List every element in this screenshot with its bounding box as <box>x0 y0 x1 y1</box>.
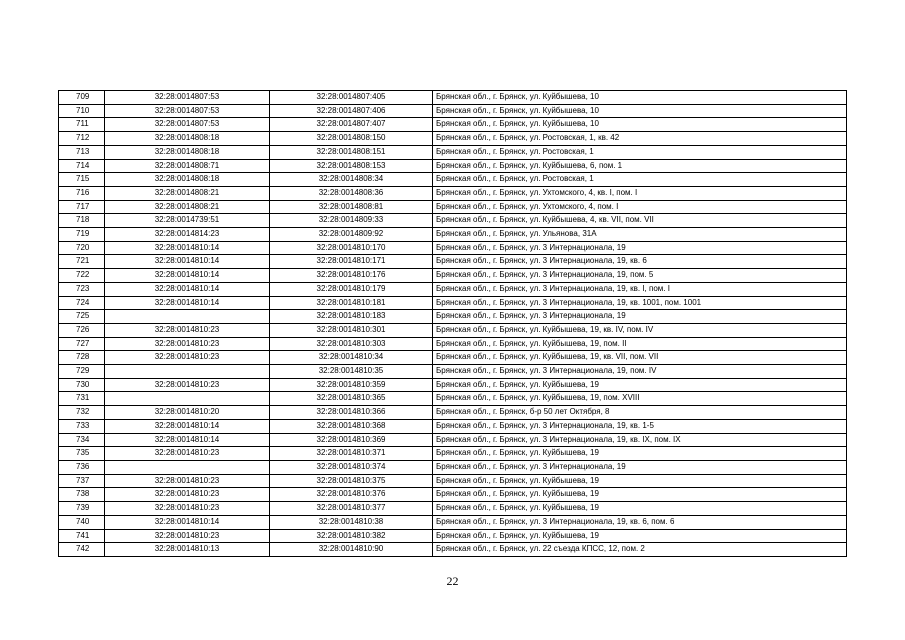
block-number-cell: 32:28:0014808:18 <box>105 173 270 187</box>
row-number-cell: 727 <box>59 337 105 351</box>
row-number-cell: 717 <box>59 200 105 214</box>
table-row <box>59 365 847 379</box>
block-number-cell: 32:28:0014810:14 <box>105 282 270 296</box>
row-number-cell: 718 <box>59 214 105 228</box>
cadastral-number-cell: 32:28:0014807:406 <box>270 104 433 118</box>
address-cell: Брянская обл., г. Брянск, ул. Ухтомского, 4, пом. I <box>433 200 847 214</box>
row-number-cell: 732 <box>59 406 105 420</box>
table-row <box>59 351 847 365</box>
address-cell: Брянская обл., г. Брянск, ул. Куйбышева, 19 <box>433 474 847 488</box>
row-number-cell: 735 <box>59 447 105 461</box>
cadastral-number-cell: 32:28:0014810:376 <box>270 488 433 502</box>
table-row <box>59 296 847 310</box>
table-row <box>59 433 847 447</box>
address-cell: Брянская обл., г. Брянск, ул. 3 Интернационала, 19, кв. 1001, пом. 1001 <box>433 296 847 310</box>
address-cell: Брянская обл., г. Брянск, ул. 3 Интернационала, 19 <box>433 241 847 255</box>
table-row <box>59 214 847 228</box>
table-row <box>59 241 847 255</box>
block-number-cell: 32:28:0014810:14 <box>105 269 270 283</box>
block-number-cell: 32:28:0014810:23 <box>105 337 270 351</box>
cadastral-number-cell: 32:28:0014807:405 <box>270 91 433 105</box>
cadastral-number-cell: 32:28:0014810:374 <box>270 460 433 474</box>
block-number-cell: 32:28:0014808:71 <box>105 159 270 173</box>
registry-table <box>58 90 847 557</box>
row-number-cell: 729 <box>59 365 105 379</box>
cadastral-number-cell: 32:28:0014810:171 <box>270 255 433 269</box>
cadastral-number-cell: 32:28:0014810:34 <box>270 351 433 365</box>
block-number-cell: 32:28:0014807:53 <box>105 91 270 105</box>
row-number-cell: 740 <box>59 515 105 529</box>
row-number-cell: 724 <box>59 296 105 310</box>
row-number-cell: 738 <box>59 488 105 502</box>
table-row <box>59 488 847 502</box>
row-number-cell: 716 <box>59 186 105 200</box>
cadastral-number-cell: 32:28:0014808:81 <box>270 200 433 214</box>
cadastral-number-cell: 32:28:0014810:366 <box>270 406 433 420</box>
table-row <box>59 515 847 529</box>
address-cell: Брянская обл., г. Брянск, ул. Куйбышева, 19, пом. XVIII <box>433 392 847 406</box>
address-cell: Брянская обл., г. Брянск, ул. Куйбышева, 19 <box>433 502 847 516</box>
table-row <box>59 255 847 269</box>
table-row <box>59 460 847 474</box>
block-number-cell: 32:28:0014814:23 <box>105 228 270 242</box>
table-row <box>59 228 847 242</box>
block-number-cell: 32:28:0014810:14 <box>105 296 270 310</box>
address-cell: Брянская обл., г. Брянск, ул. Куйбышева, 10 <box>433 118 847 132</box>
block-number-cell: 32:28:0014810:23 <box>105 474 270 488</box>
address-cell: Брянская обл., г. Брянск, ул. 3 Интернационала, 19, кв. I, пом. I <box>433 282 847 296</box>
block-number-cell: 32:28:0014810:20 <box>105 406 270 420</box>
cadastral-number-cell: 32:28:0014809:92 <box>270 228 433 242</box>
address-cell: Брянская обл., г. Брянск, ул. Куйбышева, 19, кв. VII, пом. VII <box>433 351 847 365</box>
block-number-cell: 32:28:0014808:21 <box>105 200 270 214</box>
row-number-cell: 731 <box>59 392 105 406</box>
cadastral-number-cell: 32:28:0014810:183 <box>270 310 433 324</box>
table-row <box>59 132 847 146</box>
table-row <box>59 392 847 406</box>
cadastral-number-cell: 32:28:0014810:170 <box>270 241 433 255</box>
row-number-cell: 715 <box>59 173 105 187</box>
block-number-cell: 32:28:0014808:21 <box>105 186 270 200</box>
cadastral-number-cell: 32:28:0014808:153 <box>270 159 433 173</box>
address-cell: Брянская обл., г. Брянск, ул. Куйбышева, 4, кв. VII, пом. VII <box>433 214 847 228</box>
block-number-cell: 32:28:0014808:18 <box>105 145 270 159</box>
table-row <box>59 529 847 543</box>
cadastral-number-cell: 32:28:0014810:303 <box>270 337 433 351</box>
row-number-cell: 739 <box>59 502 105 516</box>
address-cell: Брянская обл., г. Брянск, ул. Ростовская, 1 <box>433 173 847 187</box>
address-cell: Брянская обл., г. Брянск, ул. Куйбышева, 19 <box>433 447 847 461</box>
block-number-cell: 32:28:0014810:14 <box>105 515 270 529</box>
block-number-cell: 32:28:0014810:23 <box>105 447 270 461</box>
table-row <box>59 145 847 159</box>
row-number-cell: 711 <box>59 118 105 132</box>
row-number-cell: 721 <box>59 255 105 269</box>
address-cell: Брянская обл., г. Брянск, ул. Ухтомского, 4, кв. I, пом. I <box>433 186 847 200</box>
address-cell: Брянская обл., г. Брянск, ул. Куйбышева, 19 <box>433 378 847 392</box>
row-number-cell: 728 <box>59 351 105 365</box>
cadastral-number-cell: 32:28:0014810:90 <box>270 543 433 557</box>
row-number-cell: 737 <box>59 474 105 488</box>
address-cell: Брянская обл., г. Брянск, ул. Куйбышева, 19, пом. II <box>433 337 847 351</box>
address-cell: Брянская обл., г. Брянск, ул. Куйбышева, 19, кв. IV, пом. IV <box>433 323 847 337</box>
cadastral-number-cell: 32:28:0014810:181 <box>270 296 433 310</box>
address-cell: Брянская обл., г. Брянск, ул. Куйбышева, 19 <box>433 529 847 543</box>
row-number-cell: 723 <box>59 282 105 296</box>
cadastral-number-cell: 32:28:0014808:34 <box>270 173 433 187</box>
row-number-cell: 712 <box>59 132 105 146</box>
row-number-cell: 733 <box>59 419 105 433</box>
address-cell: Брянская обл., г. Брянск, б-р 50 лет Октября, 8 <box>433 406 847 420</box>
cadastral-number-cell: 32:28:0014810:375 <box>270 474 433 488</box>
cadastral-number-cell: 32:28:0014809:33 <box>270 214 433 228</box>
cadastral-number-cell: 32:28:0014807:407 <box>270 118 433 132</box>
table-row <box>59 378 847 392</box>
row-number-cell: 722 <box>59 269 105 283</box>
table-row <box>59 282 847 296</box>
cadastral-number-cell: 32:28:0014810:365 <box>270 392 433 406</box>
block-number-cell <box>105 460 270 474</box>
table-row <box>59 323 847 337</box>
address-cell: Брянская обл., г. Брянск, ул. 3 Интернационала, 19 <box>433 310 847 324</box>
row-number-cell: 734 <box>59 433 105 447</box>
row-number-cell: 713 <box>59 145 105 159</box>
registry-table-container <box>58 90 846 557</box>
cadastral-number-cell: 32:28:0014810:368 <box>270 419 433 433</box>
table-row <box>59 91 847 105</box>
address-cell: Брянская обл., г. Брянск, ул. Ростовская, 1 <box>433 145 847 159</box>
block-number-cell: 32:28:0014808:18 <box>105 132 270 146</box>
block-number-cell: 32:28:0014810:23 <box>105 351 270 365</box>
table-row <box>59 159 847 173</box>
block-number-cell: 32:28:0014810:23 <box>105 488 270 502</box>
cadastral-number-cell: 32:28:0014810:359 <box>270 378 433 392</box>
cadastral-number-cell: 32:28:0014808:150 <box>270 132 433 146</box>
table-row <box>59 419 847 433</box>
cadastral-number-cell: 32:28:0014810:377 <box>270 502 433 516</box>
block-number-cell: 32:28:0014810:14 <box>105 255 270 269</box>
cadastral-number-cell: 32:28:0014808:36 <box>270 186 433 200</box>
table-row <box>59 543 847 557</box>
address-cell: Брянская обл., г. Брянск, ул. 22 съезда КПСС, 12, пом. 2 <box>433 543 847 557</box>
row-number-cell: 714 <box>59 159 105 173</box>
cadastral-number-cell: 32:28:0014810:179 <box>270 282 433 296</box>
cadastral-number-cell: 32:28:0014810:301 <box>270 323 433 337</box>
table-row <box>59 173 847 187</box>
block-number-cell: 32:28:0014810:14 <box>105 241 270 255</box>
table-row <box>59 447 847 461</box>
table-row <box>59 269 847 283</box>
table-row <box>59 118 847 132</box>
table-row <box>59 502 847 516</box>
cadastral-number-cell: 32:28:0014810:382 <box>270 529 433 543</box>
row-number-cell: 709 <box>59 91 105 105</box>
block-number-cell: 32:28:0014810:23 <box>105 323 270 337</box>
address-cell: Брянская обл., г. Брянск, ул. 3 Интернационала, 19, кв. IX, пом. IX <box>433 433 847 447</box>
address-cell: Брянская обл., г. Брянск, ул. 3 Интернационала, 19, пом. IV <box>433 365 847 379</box>
block-number-cell: 32:28:0014810:23 <box>105 378 270 392</box>
block-number-cell: 32:28:0014810:14 <box>105 433 270 447</box>
block-number-cell <box>105 310 270 324</box>
table-row <box>59 200 847 214</box>
address-cell: Брянская обл., г. Брянск, ул. Куйбышева, 19 <box>433 488 847 502</box>
address-cell: Брянская обл., г. Брянск, ул. Куйбышева, 10 <box>433 104 847 118</box>
block-number-cell: 32:28:0014810:23 <box>105 502 270 516</box>
table-row <box>59 186 847 200</box>
table-row <box>59 104 847 118</box>
cadastral-number-cell: 32:28:0014810:369 <box>270 433 433 447</box>
block-number-cell: 32:28:0014807:53 <box>105 104 270 118</box>
block-number-cell: 32:28:0014810:13 <box>105 543 270 557</box>
page-number: 22 <box>446 574 459 588</box>
address-cell: Брянская обл., г. Брянск, ул. 3 Интернационала, 19, кв. 1-5 <box>433 419 847 433</box>
address-cell: Брянская обл., г. Брянск, ул. 3 Интернационала, 19, кв. 6, пом. 6 <box>433 515 847 529</box>
cadastral-number-cell: 32:28:0014810:35 <box>270 365 433 379</box>
cadastral-number-cell: 32:28:0014808:151 <box>270 145 433 159</box>
address-cell: Брянская обл., г. Брянск, ул. 3 Интернационала, 19, пом. 5 <box>433 269 847 283</box>
row-number-cell: 742 <box>59 543 105 557</box>
block-number-cell: 32:28:0014807:53 <box>105 118 270 132</box>
row-number-cell: 725 <box>59 310 105 324</box>
table-row <box>59 406 847 420</box>
address-cell: Брянская обл., г. Брянск, ул. Ульянова, 31А <box>433 228 847 242</box>
table-row <box>59 310 847 324</box>
address-cell: Брянская обл., г. Брянск, ул. 3 Интернационала, 19 <box>433 460 847 474</box>
row-number-cell: 720 <box>59 241 105 255</box>
address-cell: Брянская обл., г. Брянск, ул. Куйбышева, 10 <box>433 91 847 105</box>
cadastral-number-cell: 32:28:0014810:38 <box>270 515 433 529</box>
registry-table-body <box>59 91 847 557</box>
address-cell: Брянская обл., г. Брянск, ул. Ростовская, 1, кв. 42 <box>433 132 847 146</box>
row-number-cell: 730 <box>59 378 105 392</box>
address-cell: Брянская обл., г. Брянск, ул. Куйбышева, 6, пом. 1 <box>433 159 847 173</box>
block-number-cell: 32:28:0014810:23 <box>105 529 270 543</box>
block-number-cell: 32:28:0014810:14 <box>105 419 270 433</box>
block-number-cell <box>105 392 270 406</box>
table-row <box>59 474 847 488</box>
address-cell: Брянская обл., г. Брянск, ул. 3 Интернационала, 19, кв. 6 <box>433 255 847 269</box>
row-number-cell: 719 <box>59 228 105 242</box>
row-number-cell: 726 <box>59 323 105 337</box>
block-number-cell: 32:28:0014739:51 <box>105 214 270 228</box>
table-row <box>59 337 847 351</box>
row-number-cell: 741 <box>59 529 105 543</box>
cadastral-number-cell: 32:28:0014810:371 <box>270 447 433 461</box>
row-number-cell: 736 <box>59 460 105 474</box>
block-number-cell <box>105 365 270 379</box>
cadastral-number-cell: 32:28:0014810:176 <box>270 269 433 283</box>
row-number-cell: 710 <box>59 104 105 118</box>
